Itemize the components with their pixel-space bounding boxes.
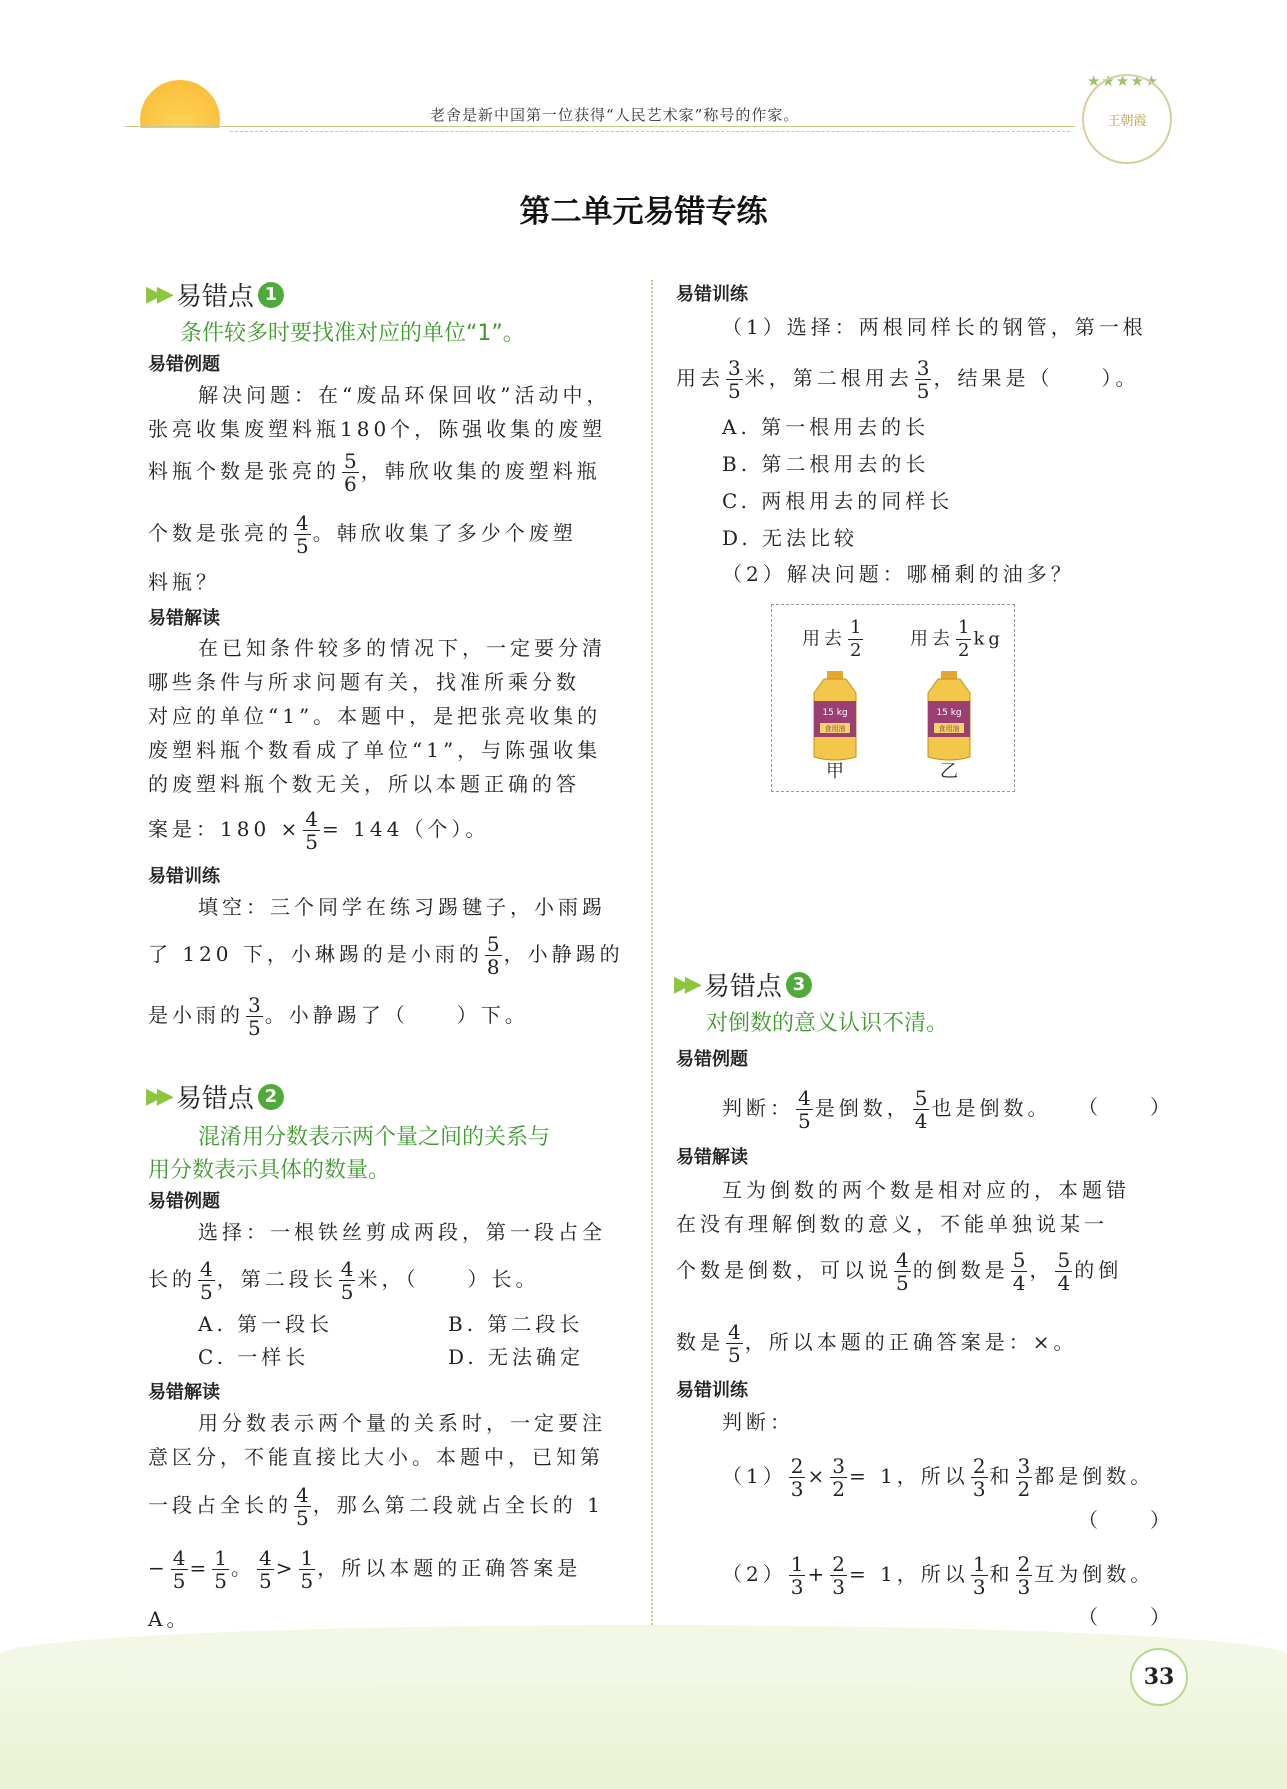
bottle-brand-text: 食用油 (938, 725, 960, 733)
s1-tr-line1: 填空：三个同学在练习踢毽子，小雨踢 (198, 895, 606, 919)
text-run: > (275, 1556, 297, 1580)
text-run: 。 (231, 1556, 255, 1580)
text-run: 是小雨的 (148, 1003, 244, 1027)
denominator: 3 (972, 1575, 986, 1599)
text-run: 用去 (802, 628, 846, 650)
denominator: 6 (344, 472, 357, 496)
numerator: 5 (914, 1086, 928, 1110)
numerator: 4 (200, 1257, 213, 1281)
s1-rd-line4: 废塑料瓶个数看成了单位“1”，与陈强收集 (148, 738, 602, 762)
numerator: 3 (248, 993, 261, 1017)
numerator: 5 (1012, 1248, 1026, 1272)
text-run: 的倒数是 (912, 1258, 1009, 1282)
rt-q1-line2 (676, 357, 1139, 402)
text-run: + (807, 1562, 829, 1586)
fraction (1055, 1249, 1072, 1294)
section3-example-label: 易错例题 (676, 1049, 748, 1070)
text-run: 都是倒数。 (1034, 1464, 1155, 1488)
denominator: 5 (214, 1569, 227, 1593)
denominator: 5 (305, 830, 319, 854)
fraction (789, 1553, 806, 1598)
s3-tr-q1-paren: （ ） (1078, 1508, 1174, 1532)
fraction (1016, 1553, 1033, 1598)
fraction (971, 1553, 988, 1598)
fraction (339, 1258, 356, 1303)
numerator: 4 (340, 1257, 354, 1281)
text-run: 互为倒数。 (1034, 1562, 1155, 1586)
numerator: 5 (486, 932, 500, 956)
denominator: 3 (790, 1575, 804, 1599)
s3-rd-line1: 互为倒数的两个数是相对应的，本题错 (722, 1178, 1130, 1202)
denominator: 5 (248, 1016, 261, 1040)
s1-tr-line2 (148, 933, 624, 978)
text-run: ， (1029, 1258, 1054, 1282)
text-run: 米，第二根用去 (744, 366, 913, 390)
fraction (342, 450, 359, 495)
text-run: （1） (722, 1464, 787, 1488)
section1-heading (146, 276, 284, 313)
text-run: 个数是张亮的 (148, 521, 292, 545)
footer-background (0, 1655, 1287, 1789)
left-bottle-label (802, 617, 865, 662)
s1-tr-line3 (148, 994, 529, 1039)
sun-logo-icon (140, 80, 220, 160)
denominator: 2 (832, 1477, 845, 1501)
rt-q2: （2）解决问题：哪桶剩的油多？ (722, 562, 1075, 586)
text-run: 也是倒数。 (931, 1096, 1052, 1120)
numerator: 2 (790, 1454, 804, 1478)
s2-rd-line3 (148, 1484, 604, 1529)
column-divider (651, 280, 653, 1640)
numerator: 5 (344, 449, 357, 473)
s2-optB: B. 第二段长 (448, 1312, 584, 1336)
s1-ex-line4 (148, 512, 577, 557)
text-run: kg (973, 628, 1004, 650)
text-run: 和 (989, 1464, 1014, 1488)
right-bottle-label (910, 617, 1004, 662)
s2-rd-line2: 意区分，不能直接比大小。本题中，已知第 (148, 1445, 604, 1469)
numerator: 1 (790, 1552, 804, 1576)
section1-reading-label: 易错解读 (148, 608, 220, 629)
text-run: ，结果是（ ）。 (933, 366, 1140, 390)
text-run: 案是：180 × (148, 817, 302, 841)
section2-reading-label: 易错解读 (148, 1382, 220, 1403)
numerator: 4 (798, 1086, 811, 1110)
section3-heading-text: 易错点 (703, 972, 782, 1002)
section1-example-label: 易错例题 (148, 354, 220, 375)
s1-rd-line6 (148, 808, 489, 853)
section1-number: 1 (258, 282, 284, 308)
fraction (294, 512, 311, 557)
brand-badge-text: 王朝霞 (1107, 113, 1147, 129)
s3-tr-q1 (722, 1455, 1154, 1500)
section2-subtitle1: 混淆用分数表示两个量之间的关系与 (198, 1125, 551, 1150)
numerator: 3 (916, 356, 930, 380)
text-run: × (807, 1464, 829, 1488)
section3-training-label: 易错训练 (676, 1380, 748, 1401)
text-run: 。韩欣收集了多少个废塑 (312, 521, 577, 545)
s2-ex-line2 (148, 1258, 539, 1303)
section3-heading (674, 966, 812, 1003)
fraction (1016, 1455, 1033, 1500)
s1-ex-line5: 料瓶？ (148, 570, 220, 594)
denominator: 5 (340, 1280, 354, 1304)
numerator: 1 (214, 1546, 227, 1570)
fraction (257, 1547, 274, 1592)
fraction (726, 357, 743, 402)
denominator: 5 (172, 1569, 186, 1593)
numerator: 1 (300, 1546, 314, 1570)
header-rule (125, 126, 1075, 127)
numerator: 4 (305, 807, 319, 831)
rt-optD: D. 无法比较 (722, 526, 859, 550)
fraction (848, 617, 863, 662)
denominator: 5 (916, 379, 930, 403)
numerator: 4 (172, 1546, 186, 1570)
numerator: 3 (1017, 1454, 1031, 1478)
text-run: = 1，所以 (848, 1464, 969, 1488)
fraction (1011, 1249, 1028, 1294)
text-run: 一段占全长的 (148, 1493, 292, 1517)
denominator: 3 (1017, 1575, 1031, 1599)
numerator: 1 (958, 617, 970, 638)
fraction (198, 1258, 215, 1303)
section2-heading-text: 易错点 (175, 1084, 254, 1114)
denominator: 3 (972, 1477, 986, 1501)
text-run: 用去 (676, 366, 724, 390)
bottle-weight-text: 15 kg (936, 708, 962, 718)
denominator: 2 (1017, 1477, 1031, 1501)
section1-heading-text: 易错点 (175, 282, 254, 312)
text-run: （2） (722, 1562, 787, 1586)
text-run: − (148, 1556, 169, 1580)
fraction (956, 617, 971, 662)
s2-optA: A. 第一段长 (198, 1312, 334, 1336)
denominator: 2 (850, 640, 862, 661)
text-run: 用去 (910, 628, 954, 650)
double-arrow-icon: ▶▶ (146, 1084, 168, 1109)
text-run: = 1，所以 (848, 1562, 969, 1586)
rt-optC: C. 两根用去的同样长 (722, 489, 954, 513)
s3-rd-line3 (676, 1249, 1122, 1294)
denominator: 5 (798, 1109, 811, 1133)
section2-subtitle2: 用分数表示具体的数量。 (148, 1158, 391, 1183)
text-run: ，所以本题的正确答案是：×。 (744, 1330, 1078, 1354)
denominator: 5 (200, 1280, 213, 1304)
denominator: 5 (728, 1343, 741, 1367)
fraction (894, 1249, 911, 1294)
text-run: 长的 (148, 1267, 196, 1291)
s3-tr-intro: 判断： (722, 1410, 794, 1434)
bottle-name-right: 乙 (940, 761, 962, 782)
text-run: 米，（ ）长。 (357, 1267, 540, 1291)
fraction (915, 357, 932, 402)
fraction (294, 1484, 311, 1529)
denominator: 4 (1057, 1271, 1071, 1295)
text-run: 了 120 下，小琳踢的是小雨的 (148, 942, 483, 966)
section3-reading-label: 易错解读 (676, 1147, 748, 1168)
text-run: 。小静踢了（ ）下。 (264, 1003, 529, 1027)
rt-q1-line1: （1）选择：两根同样长的钢管，第一根 (722, 315, 1147, 339)
footer-wave (0, 1625, 1287, 1685)
s2-rd-line5: A。 (148, 1607, 191, 1631)
fraction (485, 933, 502, 978)
s2-rd-line1: 用分数表示两个量的关系时，一定要注 (198, 1411, 606, 1435)
fraction (971, 1455, 988, 1500)
denominator: 3 (832, 1575, 845, 1599)
text-run: ，小静踢的 (503, 942, 624, 966)
section1-training-label: 易错训练 (148, 866, 220, 887)
s1-ex-line2: 张亮收集废塑料瓶180个，陈强收集的废塑 (148, 417, 607, 441)
denominator: 5 (728, 379, 741, 403)
denominator: 5 (296, 1506, 309, 1530)
section2-example-label: 易错例题 (148, 1191, 220, 1212)
s1-rd-line5: 的废塑料瓶个数无关，所以本题正确的答 (148, 772, 580, 796)
fraction (830, 1553, 847, 1598)
denominator: 8 (486, 955, 500, 979)
numerator: 2 (1017, 1552, 1031, 1576)
oil-bottles-figure (771, 604, 1015, 792)
s1-rd-line3: 对应的单位“1”。本题中，是把张亮收集的 (148, 704, 602, 728)
section1-subtitle: 条件较多时要找准对应的单位“1”。 (180, 321, 525, 346)
fraction (830, 1455, 847, 1500)
text-run: ，韩欣收集的废塑料瓶 (360, 459, 601, 483)
bottle-weight-text: 15 kg (822, 708, 848, 718)
fraction (913, 1087, 930, 1132)
fraction (303, 808, 320, 853)
numerator: 3 (728, 356, 741, 380)
s3-ex-line1 (722, 1087, 1051, 1132)
text-run: 和 (989, 1562, 1014, 1586)
section3-subtitle: 对倒数的意义认识不清。 (706, 1011, 949, 1036)
denominator: 2 (958, 640, 970, 661)
fraction (212, 1547, 229, 1592)
section3-number: 3 (786, 972, 812, 998)
stars-icon: ★★★★★ (1087, 72, 1160, 90)
numerator: 4 (896, 1248, 909, 1272)
rt-optA: A. 第一根用去的长 (722, 415, 930, 439)
numerator: 1 (850, 617, 862, 638)
denominator: 4 (1012, 1271, 1026, 1295)
header-motto: 老舍是新中国第一位获得“人民艺术家”称号的作家。 (430, 106, 800, 124)
numerator: 2 (832, 1552, 845, 1576)
brand-badge (1082, 74, 1172, 164)
header-rule-dashed (230, 131, 1070, 132)
text-run: ，所以本题的正确答案是 (317, 1556, 582, 1580)
s2-rd-line4 (148, 1547, 581, 1592)
fraction (789, 1455, 806, 1500)
double-arrow-icon: ▶▶ (674, 972, 696, 997)
text-run: 个数是倒数，可以说 (676, 1258, 892, 1282)
s3-tr-q2 (722, 1553, 1154, 1598)
s3-rd-line4 (676, 1321, 1078, 1366)
s1-ex-line3 (148, 450, 601, 495)
fraction (299, 1547, 316, 1592)
fraction (796, 1087, 813, 1132)
oil-bottle-icon (810, 671, 860, 761)
s1-ex-line1: 解决问题：在“废品环保回收”活动中， (198, 383, 611, 407)
numerator: 4 (259, 1546, 272, 1570)
s2-optC: C. 一样长 (198, 1345, 310, 1369)
s3-ex-answer-paren: （ ） (1078, 1095, 1174, 1119)
numerator: 2 (972, 1454, 986, 1478)
denominator: 4 (914, 1109, 928, 1133)
numerator: 4 (728, 1320, 741, 1344)
bottle-name-left: 甲 (826, 761, 848, 782)
numerator: 5 (1057, 1248, 1071, 1272)
fraction (171, 1547, 188, 1592)
text-run: ，第二段长 (216, 1267, 337, 1291)
double-arrow-icon: ▶▶ (146, 282, 168, 307)
text-run: = (189, 1556, 211, 1580)
fraction (246, 994, 263, 1039)
page-title: 第二单元易错专练 (519, 194, 768, 230)
s1-rd-line2: 哪些条件与所求问题有关，找准所乘分数 (148, 670, 580, 694)
fraction (726, 1321, 743, 1366)
denominator: 5 (896, 1271, 909, 1295)
rt-optB: B. 第二根用去的长 (722, 452, 930, 476)
text-run: ，那么第二段就占全长的 1 (312, 1493, 604, 1517)
text-run: 数是 (676, 1330, 724, 1354)
section2-heading (146, 1078, 284, 1115)
s1-rd-line1: 在已知条件较多的情况下，一定要分清 (198, 636, 606, 660)
denominator: 5 (296, 534, 309, 558)
s3-tr-q2-paren: （ ） (1078, 1605, 1174, 1629)
bottle-brand-text: 食用油 (824, 725, 846, 733)
text-run: 判断： (722, 1096, 794, 1120)
oil-bottle-icon (924, 671, 974, 761)
numerator: 1 (972, 1552, 986, 1576)
page-number: 33 (1130, 1648, 1188, 1706)
text-run: 料瓶个数是张亮的 (148, 459, 340, 483)
s2-optD: D. 无法确定 (448, 1345, 585, 1369)
text-run: 是倒数， (814, 1096, 911, 1120)
right-training-label: 易错训练 (676, 284, 748, 305)
denominator: 5 (300, 1569, 314, 1593)
numerator: 3 (832, 1454, 845, 1478)
text-run: 的倒 (1074, 1258, 1123, 1282)
denominator: 3 (790, 1477, 804, 1501)
section2-number: 2 (258, 1084, 284, 1110)
numerator: 4 (296, 511, 309, 535)
numerator: 4 (296, 1483, 309, 1507)
s2-ex-line1: 选择：一根铁丝剪成两段，第一段占全 (198, 1220, 606, 1244)
s3-rd-line2: 在没有理解倒数的意义，不能单独说某一 (676, 1212, 1108, 1236)
text-run: = 144（个）。 (322, 817, 490, 841)
denominator: 5 (259, 1569, 272, 1593)
